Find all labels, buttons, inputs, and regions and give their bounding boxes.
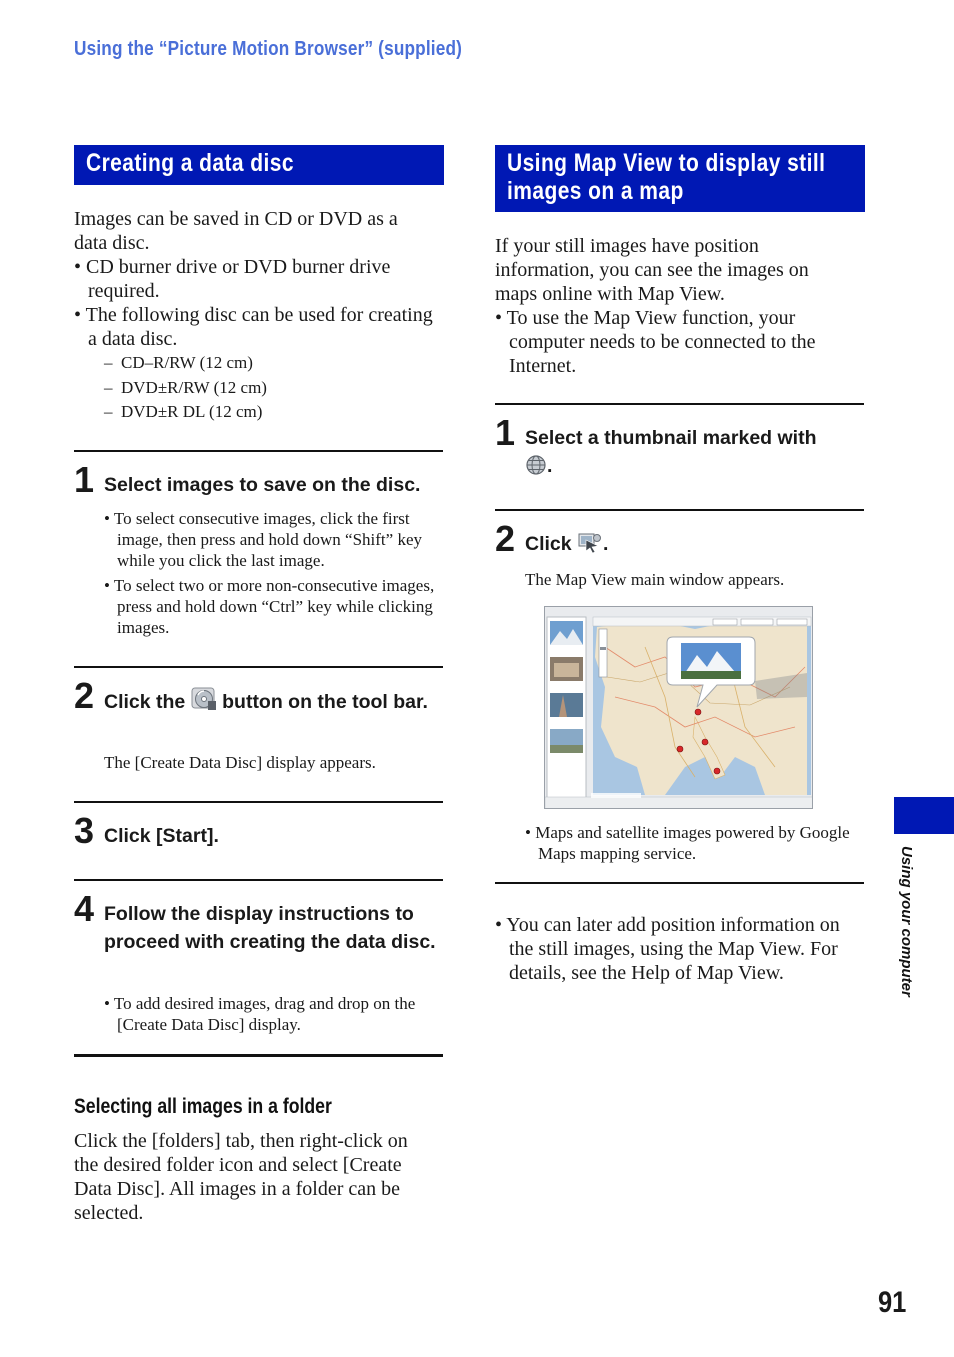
final-note: [495, 913, 863, 985]
note-item: • To add desired images, drag and drop on the [Create Data Disc] display.: [104, 994, 416, 1034]
step-number: 2: [74, 675, 95, 716]
subsection-title: Selecting all images in a folder: [74, 1095, 332, 1118]
step-number: 3: [74, 810, 95, 851]
caption-item: • Maps and satellite images powered by Google Maps mapping service.: [525, 823, 850, 863]
step-notes: [104, 993, 444, 1035]
disc-type-item: – DVD±R/RW (12 cm): [104, 377, 267, 397]
step-note: The Map View main window appears.: [525, 570, 785, 589]
divider: [74, 450, 443, 452]
divider: [74, 879, 443, 881]
disc-type-item: – DVD±R DL (12 cm): [104, 402, 263, 421]
side-tab-marker: [894, 797, 954, 834]
step-notes: [104, 508, 444, 638]
step-title: Select a thumbnail marked with .: [525, 424, 855, 484]
globe-position-icon: [525, 454, 547, 484]
divider: [495, 882, 864, 884]
divider: [495, 509, 864, 511]
divider: [74, 666, 443, 668]
divider: [495, 403, 864, 405]
step-title: Click the button on the tool bar.: [104, 686, 434, 720]
step-number: 4: [74, 888, 95, 929]
note-item: • To select consecutive images, click the first image, then press and hold down “Shift” key while you click the last image.: [104, 509, 422, 570]
disc-type-item: – CD–R/RW (12 cm): [104, 353, 253, 372]
section-title-creating-data-disc: Creating a data disc: [74, 145, 444, 185]
left-intro-block: [74, 207, 434, 425]
subsection-text: Click the [folders] tab, then right-click on the desired folder icon and select [Create Data Disc]. All images in a folder can be selected.: [74, 1130, 408, 1224]
step-title: Select images to save on the disc.: [104, 474, 421, 496]
page-number: 91: [878, 1286, 907, 1319]
step-number: 1: [74, 459, 95, 500]
side-tab-label: Using your computer: [898, 846, 915, 997]
right-intro-block: [495, 234, 845, 378]
step-number: 1: [495, 412, 516, 453]
bullet-item: • You can later add position information on the still images, using the Map View. For details, see the Help of Map View.: [495, 914, 840, 984]
note-item: • To select two or more non-consecutive images, press and hold down “Ctrl” key while clicking images.: [104, 576, 435, 637]
map-view-screenshot: [544, 606, 813, 809]
intro-text: Images can be saved in CD or DVD as a data disc.: [74, 208, 398, 254]
screenshot-caption: [525, 822, 855, 864]
bullet-item: • To use the Map View function, your computer needs to be connected to the Internet.: [495, 307, 816, 377]
step-note: The [Create Data Disc] display appears.: [104, 753, 376, 772]
create-data-disc-icon: [191, 686, 217, 720]
section-title-map-view: Using Map View to display still images on a map: [495, 145, 865, 212]
divider: [74, 1054, 443, 1057]
step-title: Click .: [525, 530, 608, 562]
map-view-icon: [577, 532, 603, 562]
intro-text: If your still images have position information, you can see the images on maps online with Map View.: [495, 235, 809, 305]
running-title: Using the “Picture Motion Browser” (supplied): [74, 38, 463, 60]
step-number: 2: [495, 518, 516, 559]
divider: [74, 801, 443, 803]
step-title: Follow the display instructions to proceed with creating the data disc.: [104, 903, 436, 953]
step-title: Click [Start].: [104, 825, 219, 847]
bullet-item: • The following disc can be used for creating a data disc.: [74, 304, 433, 350]
bullet-item: • CD burner drive or DVD burner drive required.: [74, 256, 391, 302]
